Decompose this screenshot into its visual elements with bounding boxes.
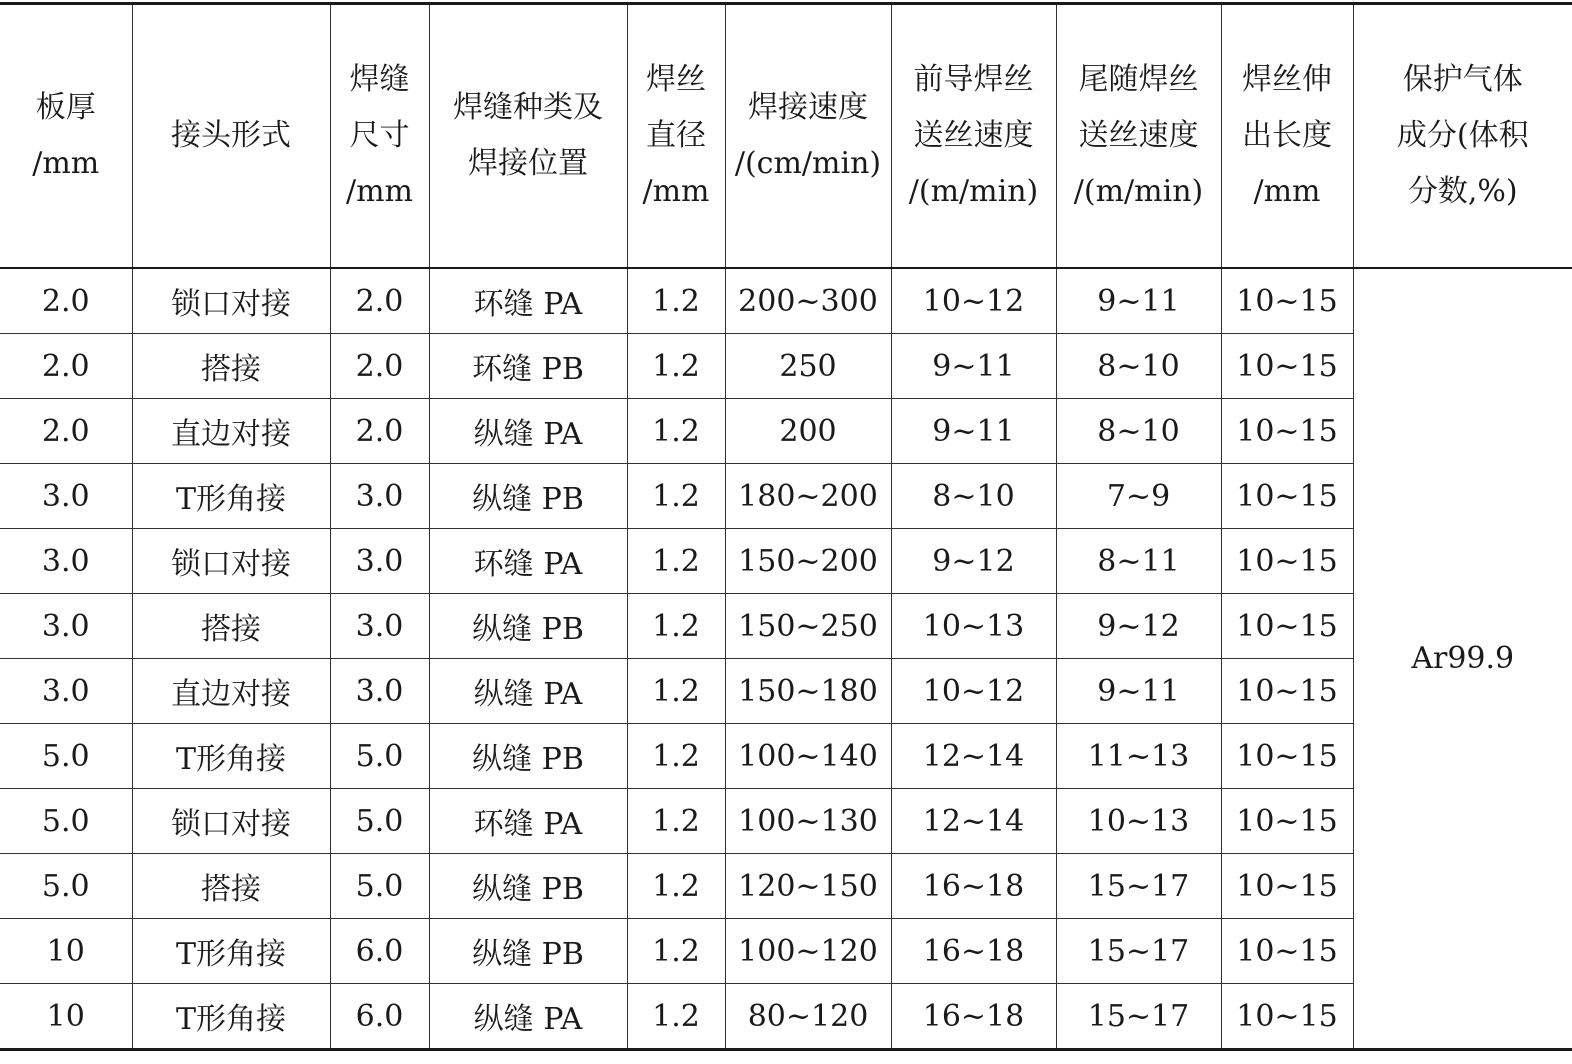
cell-trail-wire-feed: 8~10: [1056, 399, 1221, 464]
cell-plate-thickness: 10: [0, 919, 132, 984]
cell-lead-wire-feed: 9~11: [891, 334, 1056, 399]
cell-welding-speed: 250: [725, 334, 891, 399]
cell-welding-speed: 150~200: [725, 529, 891, 594]
header-lead-wire-feed: 前导焊丝 送丝速度 /(m/min): [891, 4, 1056, 269]
cell-joint-type: 搭接: [132, 334, 330, 399]
header-plate-thickness: 板厚 /mm: [0, 4, 132, 269]
table-row: [0, 464, 1572, 529]
cell-lead-wire-feed: 16~18: [891, 854, 1056, 919]
cell-wire-stickout: 10~15: [1221, 789, 1353, 854]
cell-wire-diameter: 1.2: [627, 854, 725, 919]
cell-wire-diameter: 1.2: [627, 529, 725, 594]
cell-trail-wire-feed: 9~11: [1056, 268, 1221, 334]
cell-plate-thickness: 3.0: [0, 659, 132, 724]
cell-weld-size: 3.0: [330, 464, 429, 529]
cell-plate-thickness: 5.0: [0, 789, 132, 854]
cell-joint-type: T形角接: [132, 464, 330, 529]
header-joint-type: 接头形式: [132, 4, 330, 269]
cell-lead-wire-feed: 16~18: [891, 984, 1056, 1050]
cell-wire-stickout: 10~15: [1221, 334, 1353, 399]
cell-welding-speed: 150~180: [725, 659, 891, 724]
cell-trail-wire-feed: 11~13: [1056, 724, 1221, 789]
cell-trail-wire-feed: 15~17: [1056, 984, 1221, 1050]
cell-trail-wire-feed: 9~11: [1056, 659, 1221, 724]
cell-shielding-gas: Ar99.9: [1353, 268, 1572, 1050]
table-row: [0, 854, 1572, 919]
cell-wire-stickout: 10~15: [1221, 594, 1353, 659]
cell-weld-size: 3.0: [330, 659, 429, 724]
cell-plate-thickness: 10: [0, 984, 132, 1050]
table-row: [0, 659, 1572, 724]
cell-weld-size: 6.0: [330, 919, 429, 984]
cell-trail-wire-feed: 15~17: [1056, 854, 1221, 919]
cell-lead-wire-feed: 12~14: [891, 724, 1056, 789]
cell-trail-wire-feed: 8~10: [1056, 334, 1221, 399]
cell-lead-wire-feed: 9~12: [891, 529, 1056, 594]
cell-welding-speed: 100~130: [725, 789, 891, 854]
cell-weld-size: 5.0: [330, 854, 429, 919]
cell-weld-size: 5.0: [330, 789, 429, 854]
cell-wire-diameter: 1.2: [627, 659, 725, 724]
cell-trail-wire-feed: 10~13: [1056, 789, 1221, 854]
cell-lead-wire-feed: 12~14: [891, 789, 1056, 854]
cell-welding-speed: 200: [725, 399, 891, 464]
cell-lead-wire-feed: 10~12: [891, 659, 1056, 724]
cell-wire-diameter: 1.2: [627, 334, 725, 399]
header-wire-diameter: 焊丝 直径 /mm: [627, 4, 725, 269]
cell-joint-type: T形角接: [132, 919, 330, 984]
cell-joint-type: 直边对接: [132, 659, 330, 724]
cell-welding-speed: 80~120: [725, 984, 891, 1050]
cell-weld-size: 6.0: [330, 984, 429, 1050]
cell-wire-stickout: 10~15: [1221, 984, 1353, 1050]
cell-weld-kind-position: 环缝 PB: [429, 334, 627, 399]
cell-lead-wire-feed: 10~13: [891, 594, 1056, 659]
cell-wire-diameter: 1.2: [627, 919, 725, 984]
table-row: [0, 984, 1572, 1050]
table-row: [0, 919, 1572, 984]
cell-weld-size: 3.0: [330, 594, 429, 659]
cell-weld-size: 2.0: [330, 268, 429, 334]
cell-weld-kind-position: 纵缝 PA: [429, 659, 627, 724]
cell-plate-thickness: 3.0: [0, 529, 132, 594]
cell-weld-kind-position: 纵缝 PB: [429, 919, 627, 984]
cell-plate-thickness: 5.0: [0, 854, 132, 919]
cell-plate-thickness: 2.0: [0, 268, 132, 334]
cell-weld-size: 2.0: [330, 399, 429, 464]
cell-wire-stickout: 10~15: [1221, 529, 1353, 594]
cell-welding-speed: 120~150: [725, 854, 891, 919]
cell-wire-stickout: 10~15: [1221, 854, 1353, 919]
cell-plate-thickness: 3.0: [0, 594, 132, 659]
cell-trail-wire-feed: 15~17: [1056, 919, 1221, 984]
cell-weld-kind-position: 纵缝 PB: [429, 724, 627, 789]
cell-welding-speed: 100~120: [725, 919, 891, 984]
cell-weld-size: 2.0: [330, 334, 429, 399]
cell-plate-thickness: 2.0: [0, 334, 132, 399]
cell-weld-kind-position: 环缝 PA: [429, 789, 627, 854]
cell-weld-kind-position: 环缝 PA: [429, 268, 627, 334]
cell-wire-stickout: 10~15: [1221, 724, 1353, 789]
cell-weld-kind-position: 纵缝 PA: [429, 399, 627, 464]
cell-wire-diameter: 1.2: [627, 789, 725, 854]
cell-wire-diameter: 1.2: [627, 724, 725, 789]
cell-wire-diameter: 1.2: [627, 594, 725, 659]
header-trail-wire-feed: 尾随焊丝 送丝速度 /(m/min): [1056, 4, 1221, 269]
cell-joint-type: 锁口对接: [132, 268, 330, 334]
header-shielding-gas: 保护气体 成分(体积 分数,%): [1353, 4, 1572, 269]
cell-wire-stickout: 10~15: [1221, 399, 1353, 464]
cell-joint-type: 锁口对接: [132, 529, 330, 594]
cell-wire-diameter: 1.2: [627, 464, 725, 529]
welding-parameters-table: [0, 2, 1572, 1051]
cell-joint-type: 搭接: [132, 854, 330, 919]
cell-joint-type: 搭接: [132, 594, 330, 659]
cell-wire-diameter: 1.2: [627, 268, 725, 334]
cell-joint-type: T形角接: [132, 984, 330, 1050]
cell-joint-type: T形角接: [132, 724, 330, 789]
table-row: [0, 268, 1572, 334]
cell-joint-type: 直边对接: [132, 399, 330, 464]
cell-welding-speed: 150~250: [725, 594, 891, 659]
cell-lead-wire-feed: 10~12: [891, 268, 1056, 334]
cell-wire-stickout: 10~15: [1221, 659, 1353, 724]
cell-weld-size: 5.0: [330, 724, 429, 789]
table-row: [0, 529, 1572, 594]
header-row: [0, 4, 1572, 269]
cell-trail-wire-feed: 9~12: [1056, 594, 1221, 659]
cell-wire-diameter: 1.2: [627, 399, 725, 464]
cell-wire-stickout: 10~15: [1221, 268, 1353, 334]
cell-trail-wire-feed: 8~11: [1056, 529, 1221, 594]
cell-weld-kind-position: 纵缝 PB: [429, 594, 627, 659]
cell-weld-size: 3.0: [330, 529, 429, 594]
cell-lead-wire-feed: 9~11: [891, 399, 1056, 464]
cell-wire-stickout: 10~15: [1221, 464, 1353, 529]
table-row: [0, 724, 1572, 789]
cell-lead-wire-feed: 8~10: [891, 464, 1056, 529]
cell-plate-thickness: 5.0: [0, 724, 132, 789]
header-weld-kind-position: 焊缝种类及 焊接位置: [429, 4, 627, 269]
table-row: [0, 399, 1572, 464]
cell-welding-speed: 200~300: [725, 268, 891, 334]
table-row: [0, 789, 1572, 854]
cell-welding-speed: 180~200: [725, 464, 891, 529]
cell-welding-speed: 100~140: [725, 724, 891, 789]
cell-wire-stickout: 10~15: [1221, 919, 1353, 984]
cell-joint-type: 锁口对接: [132, 789, 330, 854]
cell-plate-thickness: 3.0: [0, 464, 132, 529]
cell-wire-diameter: 1.2: [627, 984, 725, 1050]
header-wire-stickout: 焊丝伸 出长度 /mm: [1221, 4, 1353, 269]
header-weld-size: 焊缝 尺寸 /mm: [330, 4, 429, 269]
cell-weld-kind-position: 纵缝 PB: [429, 464, 627, 529]
table-row: [0, 594, 1572, 659]
cell-weld-kind-position: 纵缝 PB: [429, 854, 627, 919]
cell-lead-wire-feed: 16~18: [891, 919, 1056, 984]
cell-weld-kind-position: 纵缝 PA: [429, 984, 627, 1050]
table-row: [0, 334, 1572, 399]
header-welding-speed: 焊接速度 /(cm/min): [725, 4, 891, 269]
cell-plate-thickness: 2.0: [0, 399, 132, 464]
cell-weld-kind-position: 环缝 PA: [429, 529, 627, 594]
cell-trail-wire-feed: 7~9: [1056, 464, 1221, 529]
